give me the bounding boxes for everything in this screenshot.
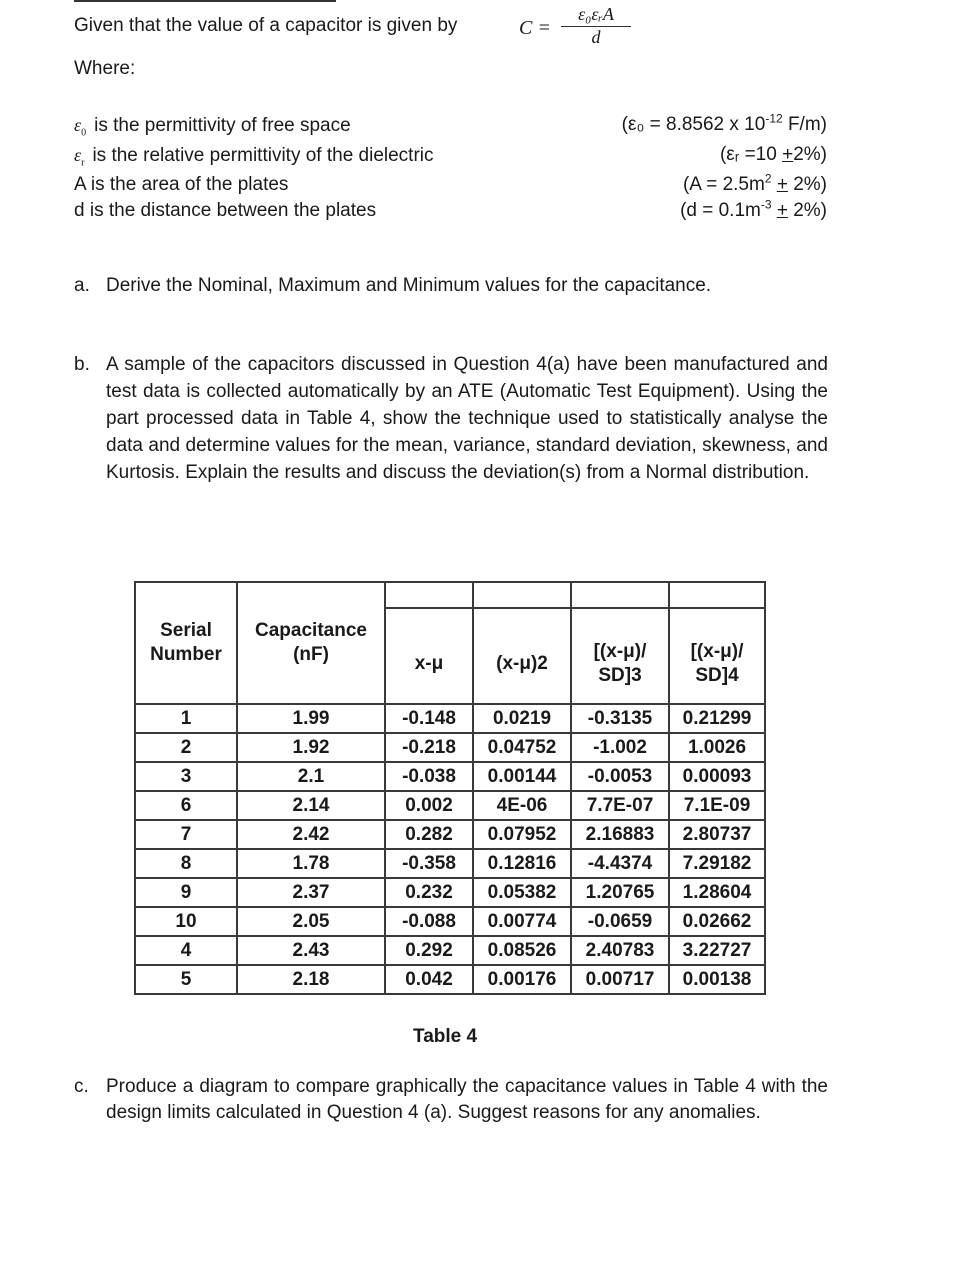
cell-squared: 0.00774 <box>473 907 571 936</box>
cell-skew: 0.00717 <box>571 965 669 994</box>
epsilon-symbol: $\varepsilon_r$ <box>74 145 85 169</box>
definition-d: d is the distance between the plates <box>74 200 377 221</box>
cell-x-minus-mu: -0.218 <box>385 733 473 762</box>
cell-serial: 5 <box>135 965 237 994</box>
question-label: c. <box>74 1076 89 1097</box>
value-e0: (ε₀ = 8.8562 x $10^{-12}$ F/m) <box>621 111 827 135</box>
values-list <box>622 110 827 222</box>
where-label: Where: <box>74 58 136 79</box>
definition-er <box>74 140 434 170</box>
table-row <box>135 762 765 791</box>
cell-serial: 6 <box>135 791 237 820</box>
header-blank <box>669 582 765 608</box>
value-d: $(d = 0.1m^{-3} + 2\%)$ <box>680 197 827 221</box>
question-text: Produce a diagram to compare graphically the capacitance values in Table 4 with the design limits calculated in Question 4 (a). Suggest reasons for any anomalies. <box>106 1076 828 1123</box>
cell-serial: 10 <box>135 907 237 936</box>
header-kurtosis-term: [(x-μ)/ SD]4 <box>669 608 765 704</box>
header-blank <box>473 582 571 608</box>
header-spacer-row <box>135 582 765 608</box>
cell-x-minus-mu: -0.088 <box>385 907 473 936</box>
header-skew-term: [(x-μ)/ SD]3 <box>571 608 669 704</box>
cell-kurtosis: 0.21299 <box>669 704 765 733</box>
cell-capacitance: 2.1 <box>237 762 385 791</box>
cell-kurtosis: 7.29182 <box>669 849 765 878</box>
table-row <box>135 791 765 820</box>
top-rule <box>74 0 336 2</box>
formula-numerator: ε₀εᵣA <box>561 4 631 27</box>
cell-serial: 2 <box>135 733 237 762</box>
cell-capacitance: 2.43 <box>237 936 385 965</box>
header-x-minus-mu-squared: (x-μ)2 <box>473 608 571 704</box>
cell-serial: 3 <box>135 762 237 791</box>
question-label: a. <box>74 275 90 296</box>
cell-kurtosis: 3.22727 <box>669 936 765 965</box>
cell-kurtosis: 1.28604 <box>669 878 765 907</box>
definition-e0 <box>74 110 434 140</box>
cell-squared: 0.07952 <box>473 820 571 849</box>
cell-serial: 1 <box>135 704 237 733</box>
cell-x-minus-mu: 0.232 <box>385 878 473 907</box>
cell-skew: 2.16883 <box>571 820 669 849</box>
cell-x-minus-mu: 0.042 <box>385 965 473 994</box>
cell-x-minus-mu: -0.358 <box>385 849 473 878</box>
table-caption: Table 4 <box>413 1026 478 1047</box>
cell-kurtosis: 0.02662 <box>669 907 765 936</box>
table-row <box>135 849 765 878</box>
cell-skew: -0.0053 <box>571 762 669 791</box>
value-a: $(A = 2.5m^2 + 2\%)$ <box>682 171 827 195</box>
cell-squared: 0.00176 <box>473 965 571 994</box>
cell-x-minus-mu: 0.292 <box>385 936 473 965</box>
cell-serial: 9 <box>135 878 237 907</box>
cell-x-minus-mu: 0.002 <box>385 791 473 820</box>
cell-skew: -4.4374 <box>571 849 669 878</box>
cell-skew: -1.002 <box>571 733 669 762</box>
header-x-minus-mu: x-μ <box>385 608 473 704</box>
cell-skew: 2.40783 <box>571 936 669 965</box>
cell-kurtosis: 0.00138 <box>669 965 765 994</box>
header-serial: Serial Number <box>135 582 237 704</box>
header-blank <box>385 582 473 608</box>
table-row <box>135 907 765 936</box>
epsilon-symbol: $\varepsilon_0$ <box>74 115 87 139</box>
cell-x-minus-mu: -0.038 <box>385 762 473 791</box>
cell-capacitance: 1.78 <box>237 849 385 878</box>
question-text: Derive the Nominal, Maximum and Minimum values for the capacitance. <box>106 275 712 296</box>
table-row <box>135 936 765 965</box>
question-c <box>74 1074 828 1126</box>
definition-text: is the relative permittivity of the dielectric <box>92 145 434 166</box>
definition-text: is the permittivity of free space <box>94 115 351 136</box>
data-table <box>134 581 766 995</box>
table-row <box>135 965 765 994</box>
cell-squared: 0.0219 <box>473 704 571 733</box>
cell-squared: 0.00144 <box>473 762 571 791</box>
table-row <box>135 820 765 849</box>
cell-serial: 4 <box>135 936 237 965</box>
formula-denominator: d <box>591 27 601 47</box>
cell-skew: 7.7E-07 <box>571 791 669 820</box>
cell-capacitance: 1.92 <box>237 733 385 762</box>
cell-capacitance: 2.18 <box>237 965 385 994</box>
cell-squared: 4E-06 <box>473 791 571 820</box>
cell-kurtosis: 2.80737 <box>669 820 765 849</box>
definitions-list <box>74 110 434 222</box>
cell-capacitance: 2.37 <box>237 878 385 907</box>
cell-kurtosis: 7.1E-09 <box>669 791 765 820</box>
cell-skew: 1.20765 <box>571 878 669 907</box>
question-text: A sample of the capacitors discussed in Question 4(a) have been manufactured and test data is collected automatically by an ATE (Automatic Test Equipment). Using the part processed data in Table 4, show the technique used to statistically analyse the data and determine values for the mean, variance, standard deviation, skewness, and Kurtosis. Explain the results and discuss the deviation(s) from a Normal distribution. <box>106 354 828 483</box>
cell-kurtosis: 0.00093 <box>669 762 765 791</box>
table-row <box>135 704 765 733</box>
cell-capacitance: 1.99 <box>237 704 385 733</box>
question-label: b. <box>74 354 90 375</box>
value-er: (εᵣ =10 +2%) <box>719 144 827 165</box>
table-row <box>135 733 765 762</box>
formula-lhs: C = <box>519 17 551 39</box>
cell-squared: 0.04752 <box>473 733 571 762</box>
definition-a: A is the area of the plates <box>74 174 289 195</box>
cell-capacitance: 2.05 <box>237 907 385 936</box>
intro-text: Given that the value of a capacitor is given by <box>74 15 458 36</box>
cell-kurtosis: 1.0026 <box>669 733 765 762</box>
cell-squared: 0.08526 <box>473 936 571 965</box>
cell-skew: -0.0659 <box>571 907 669 936</box>
question-a <box>74 272 828 299</box>
cell-x-minus-mu: 0.282 <box>385 820 473 849</box>
cell-squared: 0.05382 <box>473 878 571 907</box>
cell-capacitance: 2.42 <box>237 820 385 849</box>
question-b <box>74 351 828 486</box>
cell-squared: 0.12816 <box>473 849 571 878</box>
cell-serial: 7 <box>135 820 237 849</box>
formula-fraction <box>561 4 631 48</box>
cell-skew: -0.3135 <box>571 704 669 733</box>
header-blank <box>571 582 669 608</box>
table-row <box>135 878 765 907</box>
cell-serial: 8 <box>135 849 237 878</box>
cell-x-minus-mu: -0.148 <box>385 704 473 733</box>
cell-capacitance: 2.14 <box>237 791 385 820</box>
header-capacitance: Capacitance (nF) <box>237 582 385 704</box>
